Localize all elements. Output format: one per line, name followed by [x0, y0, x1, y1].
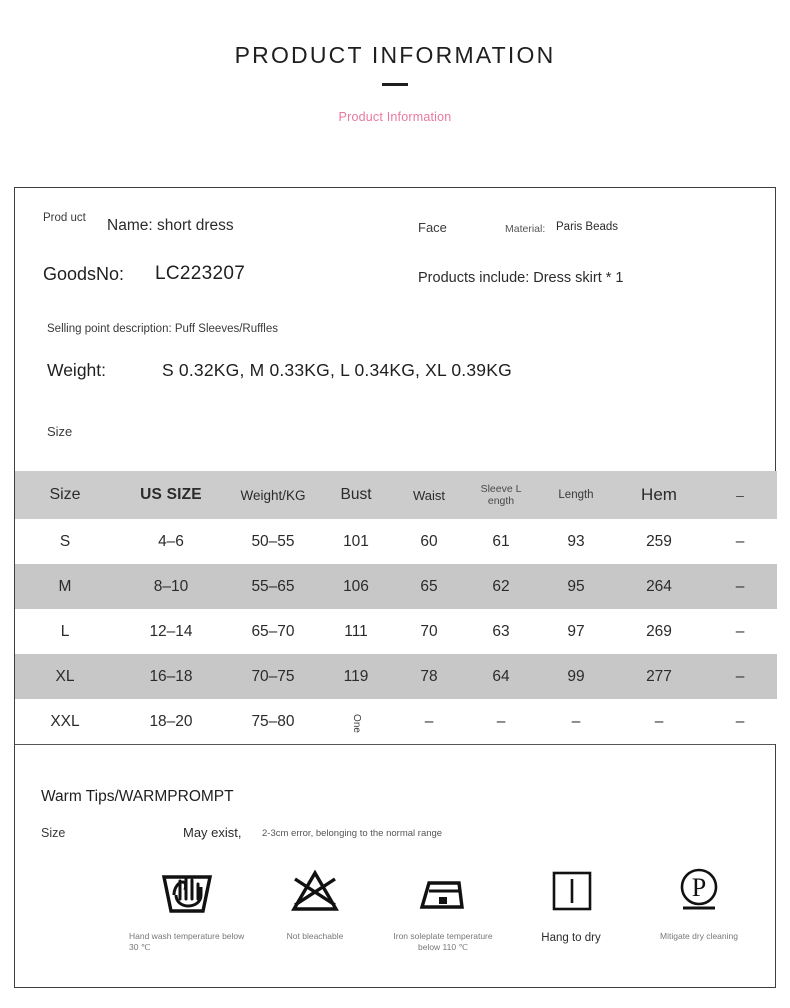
cell-length: 95 — [567, 577, 585, 595]
cell-weight: 55–65 — [251, 577, 295, 595]
column-header-sleeve-length — [465, 471, 537, 519]
column-header-bust: Bust — [340, 486, 372, 503]
face-label: Face — [418, 220, 447, 235]
cell-us-size: 16–18 — [149, 667, 193, 685]
care-item-iron — [379, 859, 507, 954]
sleeve-header-line-1: Sleeve L — [480, 482, 522, 495]
warm-tips-title: Warm Tips/WARMPROMPT — [41, 788, 234, 805]
cell-waist: 78 — [420, 667, 438, 685]
material-value: Paris Beads — [556, 221, 619, 233]
material-label: Material: — [505, 223, 546, 235]
cell-extra: – — [735, 532, 745, 550]
cell-size: XL — [55, 667, 75, 685]
cell-length: – — [571, 712, 581, 730]
column-header-size: Size — [49, 486, 81, 503]
goods-no-value: LC223207 — [155, 263, 246, 284]
column-header-hem: Hem — [641, 485, 677, 504]
weight-label: Weight: — [47, 360, 107, 380]
column-header-waist: Waist — [412, 487, 446, 503]
cell-length: 99 — [567, 667, 585, 685]
size-section-label: Size — [47, 424, 73, 439]
hang-to-dry-icon — [542, 859, 600, 921]
svg-text:P: P — [691, 873, 707, 902]
cell-bust: 111 — [344, 622, 368, 640]
size-table-header-row — [15, 471, 777, 519]
cell-bust — [319, 699, 393, 744]
cell-hem: – — [654, 712, 664, 730]
cell-size: XXL — [50, 712, 80, 730]
size-chart-table — [15, 471, 777, 744]
cell-weight: 50–55 — [251, 532, 295, 550]
cell-us-size: 4–6 — [158, 532, 184, 550]
product-name-value: Name: short dress — [107, 217, 234, 234]
warm-tips-error-note: 2-3cm error, belonging to the normal range — [262, 828, 443, 839]
cell-size: L — [60, 622, 70, 640]
cell-size: M — [58, 577, 72, 595]
selling-point-description: Selling point description: Puff Sleeves/Ruffles — [47, 323, 278, 335]
cell-extra: – — [735, 712, 745, 730]
care-caption-no-bleach: Not bleachable — [286, 931, 344, 941]
column-header-weight: Weight/KG — [240, 487, 306, 503]
cell-length: 97 — [567, 622, 585, 640]
care-item-hand-wash — [123, 859, 251, 954]
column-header-length: Length — [558, 489, 594, 501]
warm-tips-may-exist: May exist, — [183, 825, 242, 840]
iron-low-heat-icon — [414, 859, 472, 921]
cell-us-size: 18–20 — [149, 712, 193, 730]
care-caption-hang-to-dry: Hang to dry — [541, 932, 601, 944]
warm-tips-size-label: Size — [41, 826, 66, 840]
care-instruction-row — [15, 859, 775, 954]
cell-hem: 264 — [646, 577, 672, 595]
cell-us-size: 8–10 — [153, 577, 189, 595]
care-item-no-bleach — [251, 859, 379, 954]
cell-extra: – — [735, 622, 745, 640]
column-header-extra: – — [736, 487, 744, 503]
goods-no-label: GoodsNo: — [43, 264, 125, 284]
product-info-card — [14, 187, 776, 988]
cell-sleeve-length: – — [496, 712, 506, 730]
cell-waist: 60 — [420, 532, 438, 550]
page-title: PRODUCT INFORMATION — [234, 42, 556, 68]
size-table-body — [15, 519, 777, 744]
sleeve-header-line-2: ength — [487, 495, 515, 507]
page-subtitle: Product Information — [338, 110, 452, 124]
care-caption-iron: Iron soleplate temperature below 110 ℃ — [393, 931, 493, 953]
title-underline-rule — [382, 83, 408, 86]
cell-hem: 277 — [646, 667, 672, 685]
cell-sleeve-length: 62 — [492, 577, 510, 595]
page-header — [0, 0, 790, 124]
cell-hem: 259 — [646, 532, 672, 550]
cell-weight: 65–70 — [251, 622, 295, 640]
table-row — [15, 654, 777, 699]
cell-waist: – — [424, 712, 434, 730]
cell-waist: 70 — [420, 622, 438, 640]
cell-waist: 65 — [420, 577, 438, 595]
cell-weight: 70–75 — [251, 667, 295, 685]
hand-wash-icon — [158, 859, 216, 921]
column-header-us-size: US SIZE — [140, 486, 202, 503]
care-caption-hand-wash: Hand wash temperature below 30 ℃ — [129, 931, 245, 953]
product-label: Prod uct — [43, 212, 86, 224]
table-row — [15, 519, 777, 564]
products-include-value: Products include: Dress skirt * 1 — [418, 270, 624, 286]
weight-value: S 0.32KG, M 0.33KG, L 0.34KG, XL 0.39KG — [162, 360, 512, 380]
cell-us-size: 12–14 — [149, 622, 193, 640]
cell-bust: 119 — [343, 667, 369, 685]
cell-bust: 101 — [343, 532, 369, 550]
table-row — [15, 564, 777, 609]
cell-sleeve-length: 61 — [492, 532, 510, 550]
cell-extra: – — [735, 577, 745, 595]
warm-tips-block — [15, 745, 775, 988]
cell-sleeve-length: 64 — [492, 667, 510, 685]
cell-weight: 75–80 — [251, 712, 295, 730]
table-row — [15, 609, 777, 654]
no-bleach-icon — [286, 859, 344, 921]
care-item-hang-to-dry — [507, 859, 635, 954]
cell-extra: – — [735, 667, 745, 685]
care-caption-dry-clean: Mitigate dry cleaning — [660, 931, 738, 941]
cell-hem: 269 — [646, 622, 672, 640]
table-row — [15, 699, 777, 744]
cell-size: S — [59, 532, 71, 550]
mild-dry-clean-icon — [670, 859, 728, 921]
cell-length: 93 — [567, 532, 585, 550]
cell-sleeve-length: 63 — [492, 622, 510, 640]
product-info-block — [15, 188, 775, 471]
cell-bust: 106 — [343, 577, 369, 595]
cell-bust-rotated-text: One — [350, 713, 362, 733]
care-item-dry-clean — [635, 859, 763, 954]
